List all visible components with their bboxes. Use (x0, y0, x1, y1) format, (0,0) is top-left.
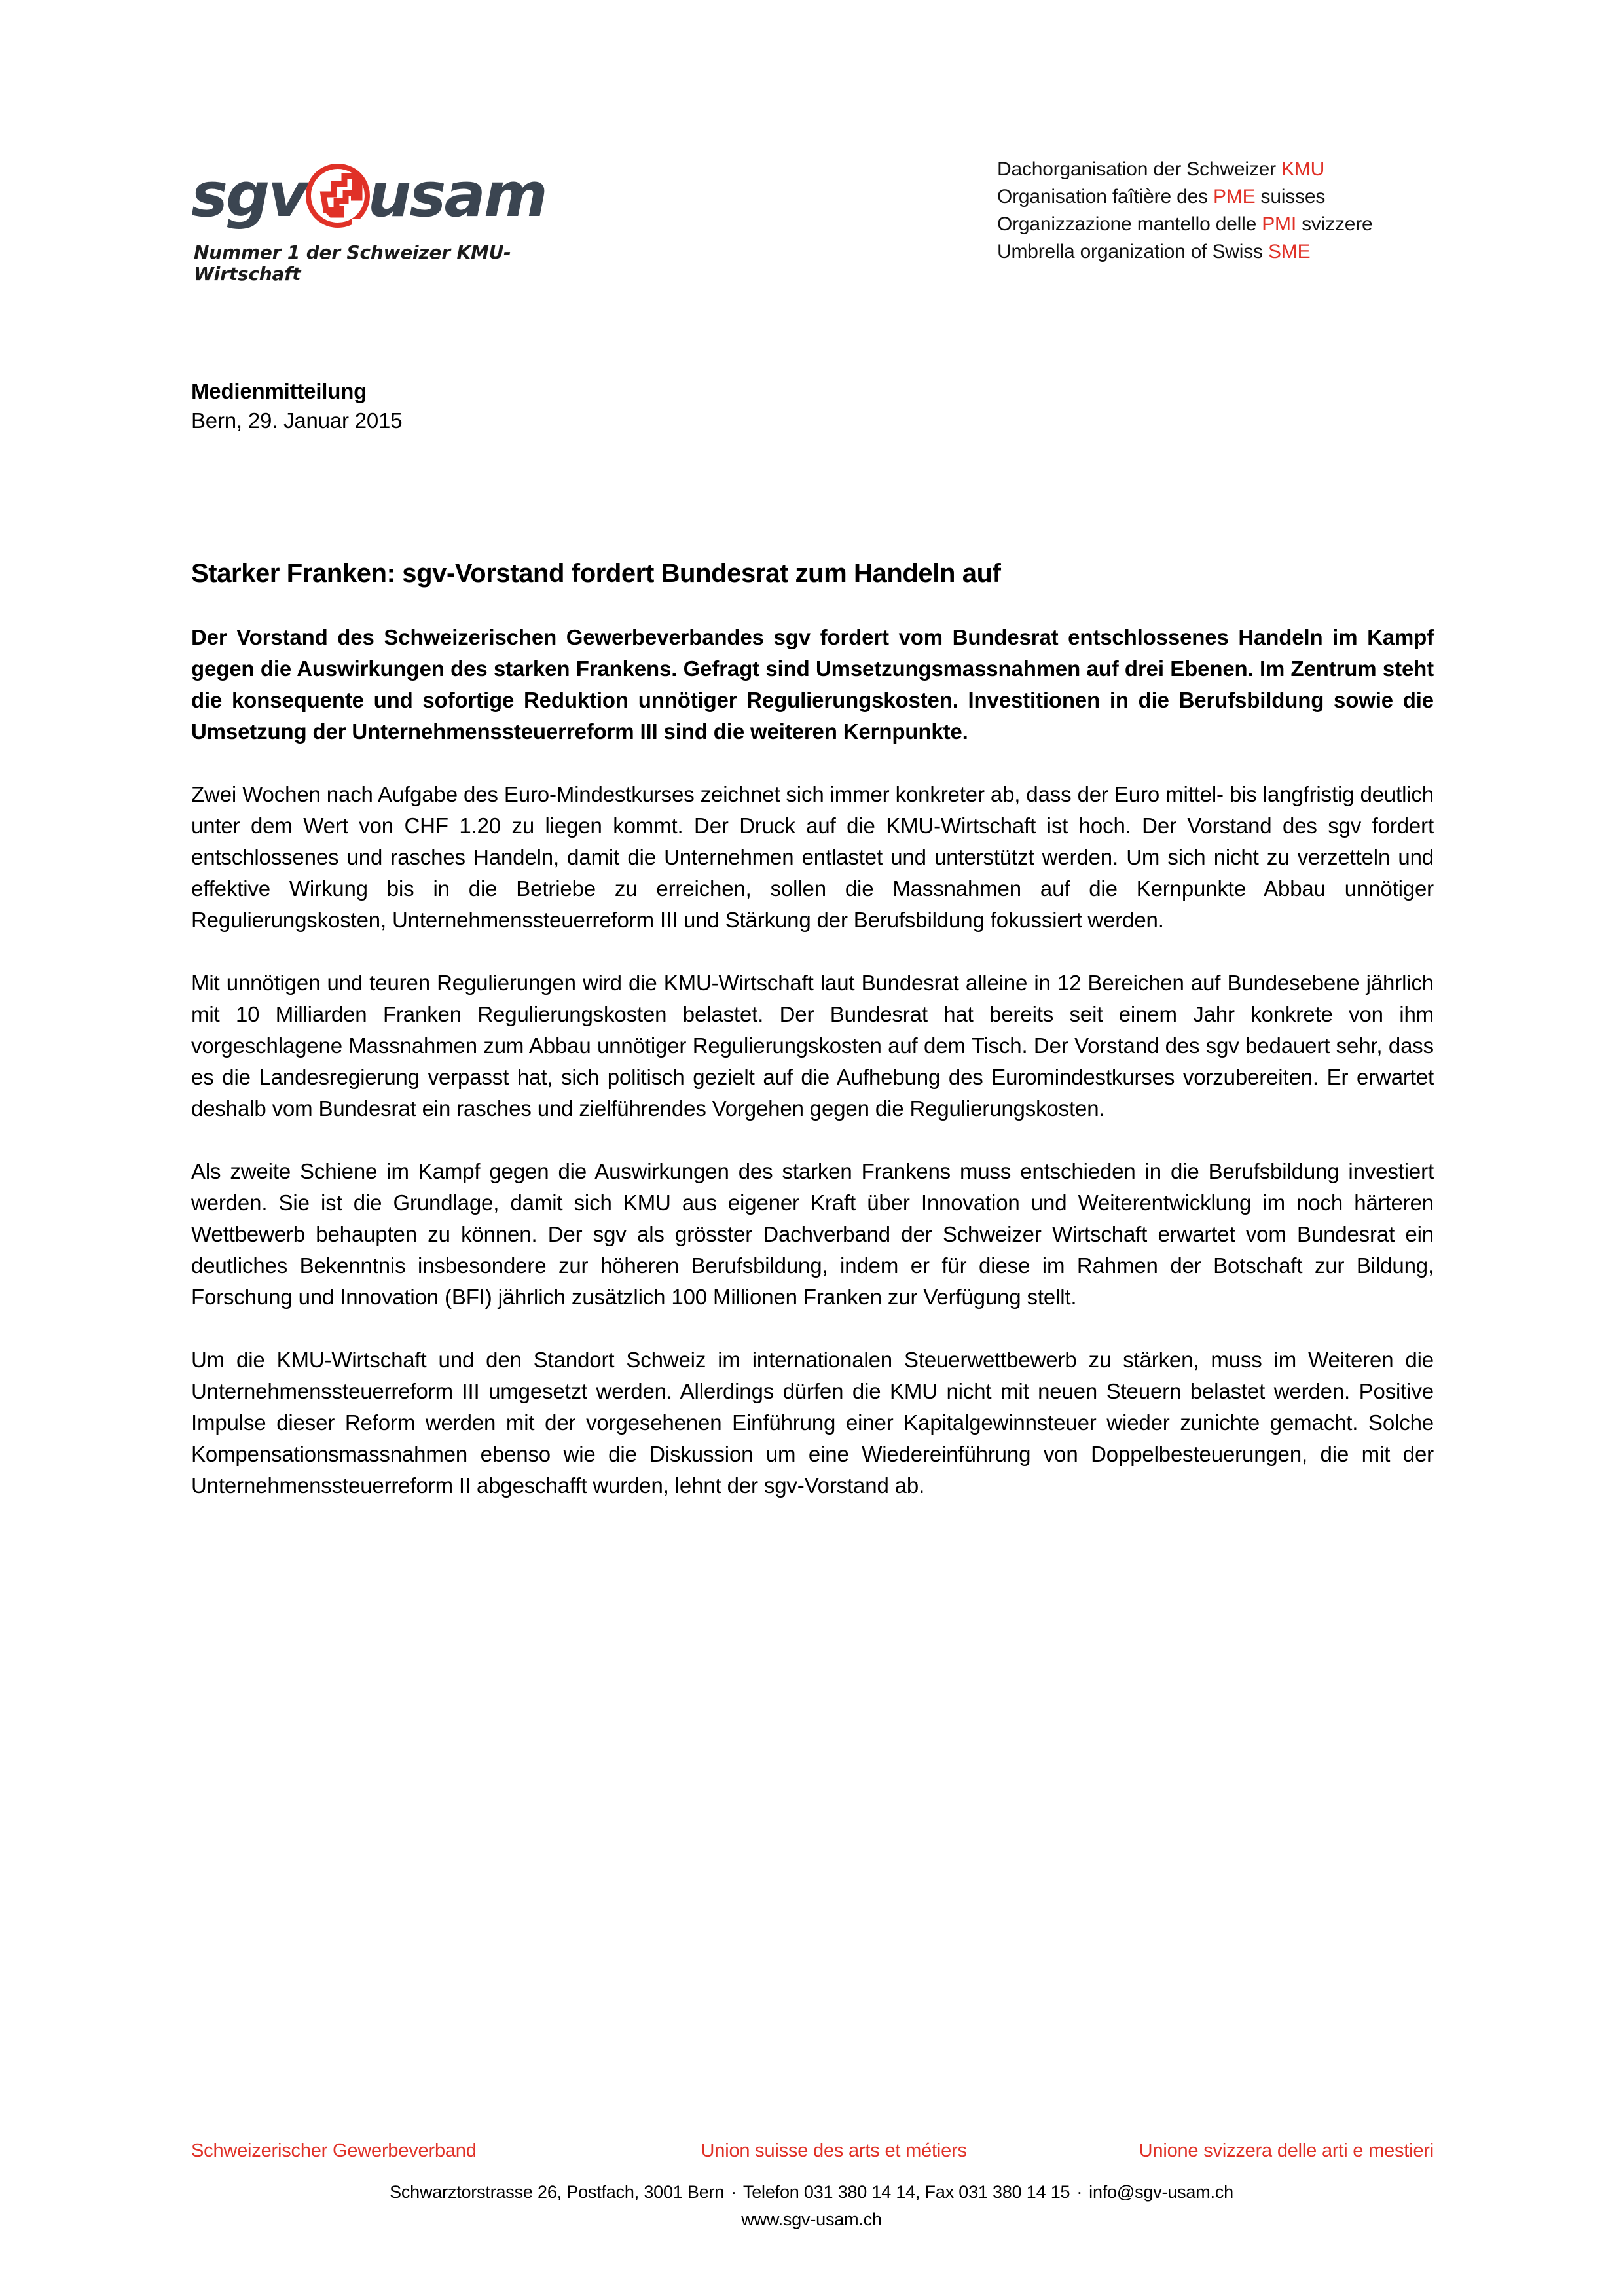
footer-email[interactable]: info@sgv-usam.ch (1089, 2182, 1233, 2202)
body-paragraph-2: Mit unnötigen und teuren Regulierungen wird die KMU-Wirtschaft laut Bundesrat alleine in 12 Bereichen auf Bundesebene jährlich mit 10 Milliarden Franken Regulierungskosten belastet. Der Bundesrat hat bereits seit einem Jahr konkrete von ihm vorgeschlagene Massnahmen zum Abbau unnötiger Regulierungskosten auf dem Tisch. Der Vorstand des sgv bedauert sehr, dass es die Landesregierung verpasst hat, sich politisch gezielt auf die Aufhebung des Euromindestkurses vorzubereiten. Er erwartet deshalb vom Bundesrat ein rasches und zielführendes Vorgehen gegen die Regulierungskosten. (191, 971, 1434, 1121)
org-line-fr: Organisation faîtière des PME suisses (997, 186, 1326, 207)
footer-address: Schwarztorstrasse 26, Postfach, 3001 Bern (390, 2182, 725, 2202)
logo-wordmark (191, 159, 584, 232)
page-footer (0, 2132, 1623, 2296)
footer-name-fr: Union suisse des arts et métiers (701, 2140, 967, 2161)
footer-organization-names (191, 2140, 1434, 2162)
lead-paragraph: Der Vorstand des Schweizerischen Gewerbeverbandes sgv fordert vom Bundesrat entschlossenes Handeln im Kampf gegen die Auswirkungen des starken Frankens. Gefragt sind Umsetzungsmassnahmen auf drei Ebenen. Im Zentrum steht die konsequente und sofortige Reduktion unnötiger Regulierungskosten. Investitionen in die Berufsbildung sowie die Umsetzung der Unternehmenssteuerreform III sind die weiteren Kernpunkte. (191, 625, 1434, 744)
footer-name-it: Unione svizzera delle arti e mestieri (1139, 2140, 1434, 2161)
org-line-de-accent: KMU (1281, 158, 1325, 180)
body-paragraph-3: Als zweite Schiene im Kampf gegen die Auswirkungen des starken Frankens muss entschieden in die Berufsbildung investiert werden. Sie ist die Grundlage, damit sich KMU aus eigener Kraft über Innovation und Weiterentwicklung im noch härteren Wettbewerb behaupten zu können. Der sgv als grösster Dachverband der Schweizer Wirtschaft erwartet vom Bundesrat ein deutliches Bekenntnis insbesondere zur höheren Berufsbildung, indem er für diese im Rahmen der Botschaft zur Bildung, Forschung und Innovation (BFI) jährlich zusätzlich 100 Millionen Franken zur Verfügung stellt. (191, 1159, 1434, 1309)
footer-phone: Telefon 031 380 14 14, Fax 031 380 14 15 (742, 2182, 1070, 2202)
logo-text-sgv: sgv (191, 160, 306, 231)
organization-descriptor-lines (997, 156, 1373, 266)
org-line-fr-accent: PME (1213, 186, 1256, 207)
body-paragraph-1: Zwei Wochen nach Aufgabe des Euro-Mindestkurses zeichnet sich immer konkreter ab, dass der Euro mittel- bis langfristig deutlich unter dem Wert von CHF 1.20 zu liegen kommt. Der Druck auf die KMU-Wirtschaft ist hoch. Der Vorstand des sgv fordert entschlossenes und rasches Handeln, damit die Unternehmen entlastet und unterstützt werden. Um sich nicht zu verzetteln und effektive Wirkung bis in die Betriebe zu erreichen, sollen die Massnahmen auf die Kernpunkte Abbau unnötiger Regulierungskosten, Unternehmenssteuerreform III und Stärkung der Berufsbildung fokussiert werden. (191, 782, 1434, 932)
footer-website[interactable]: www.sgv-usam.ch (741, 2210, 882, 2229)
footer-separator-2: · (1076, 2182, 1083, 2202)
footer-contact-line-1 (0, 2178, 1623, 2206)
footer-contact-line-2 (0, 2206, 1623, 2233)
sgv-usam-logo (191, 159, 584, 285)
page-title: Starker Franken: sgv-Vorstand fordert Bundesrat zum Handeln auf (191, 559, 1001, 588)
body-paragraph-4: Um die KMU-Wirtschaft und den Standort Schweiz im internationalen Steuerwettbewerb zu stärken, muss im Weiteren die Unternehmenssteuerreform III umgesetzt werden. Allerdings dürfen die KMU nicht mit neuen Steuern belastet werden. Positive Impulse dieser Reform werden mit der vorgesehenen Einführung einer Kapitalgewinnsteuer wieder zunichte gemacht. Solche Kompensationsmassnahmen ebenso wie die Diskussion um eine Wiedereinführung von Doppelbesteuerungen, die mit der Unternehmenssteuerreform II abgeschafft wurden, lehnt der sgv-Vorstand ab. (191, 1348, 1434, 1498)
page-header (0, 0, 1623, 308)
org-line-en-accent: SME (1267, 241, 1311, 262)
document-type-label: Medienmitteilung (191, 379, 367, 403)
org-line-it-accent: PMI (1262, 213, 1296, 235)
org-line-de: Dachorganisation der Schweizer KMU (997, 158, 1325, 180)
logo-text-usam: usam (367, 160, 546, 231)
document-body (191, 376, 1434, 1523)
footer-separator-1: · (731, 2182, 737, 2202)
org-line-en: Umbrella organization of Swiss SME (997, 241, 1311, 262)
footer-contact-details (0, 2178, 1623, 2233)
org-line-it: Organizzazione mantello delle PMI svizzere (997, 213, 1373, 235)
footer-name-de: Schweizerischer Gewerbeverband (191, 2140, 477, 2161)
swiss-cross-circle-icon (304, 162, 372, 230)
dateline: Bern, 29. Januar 2015 (191, 408, 403, 433)
logo-tagline: Nummer 1 der Schweizer KMU-Wirtschaft (194, 242, 511, 285)
